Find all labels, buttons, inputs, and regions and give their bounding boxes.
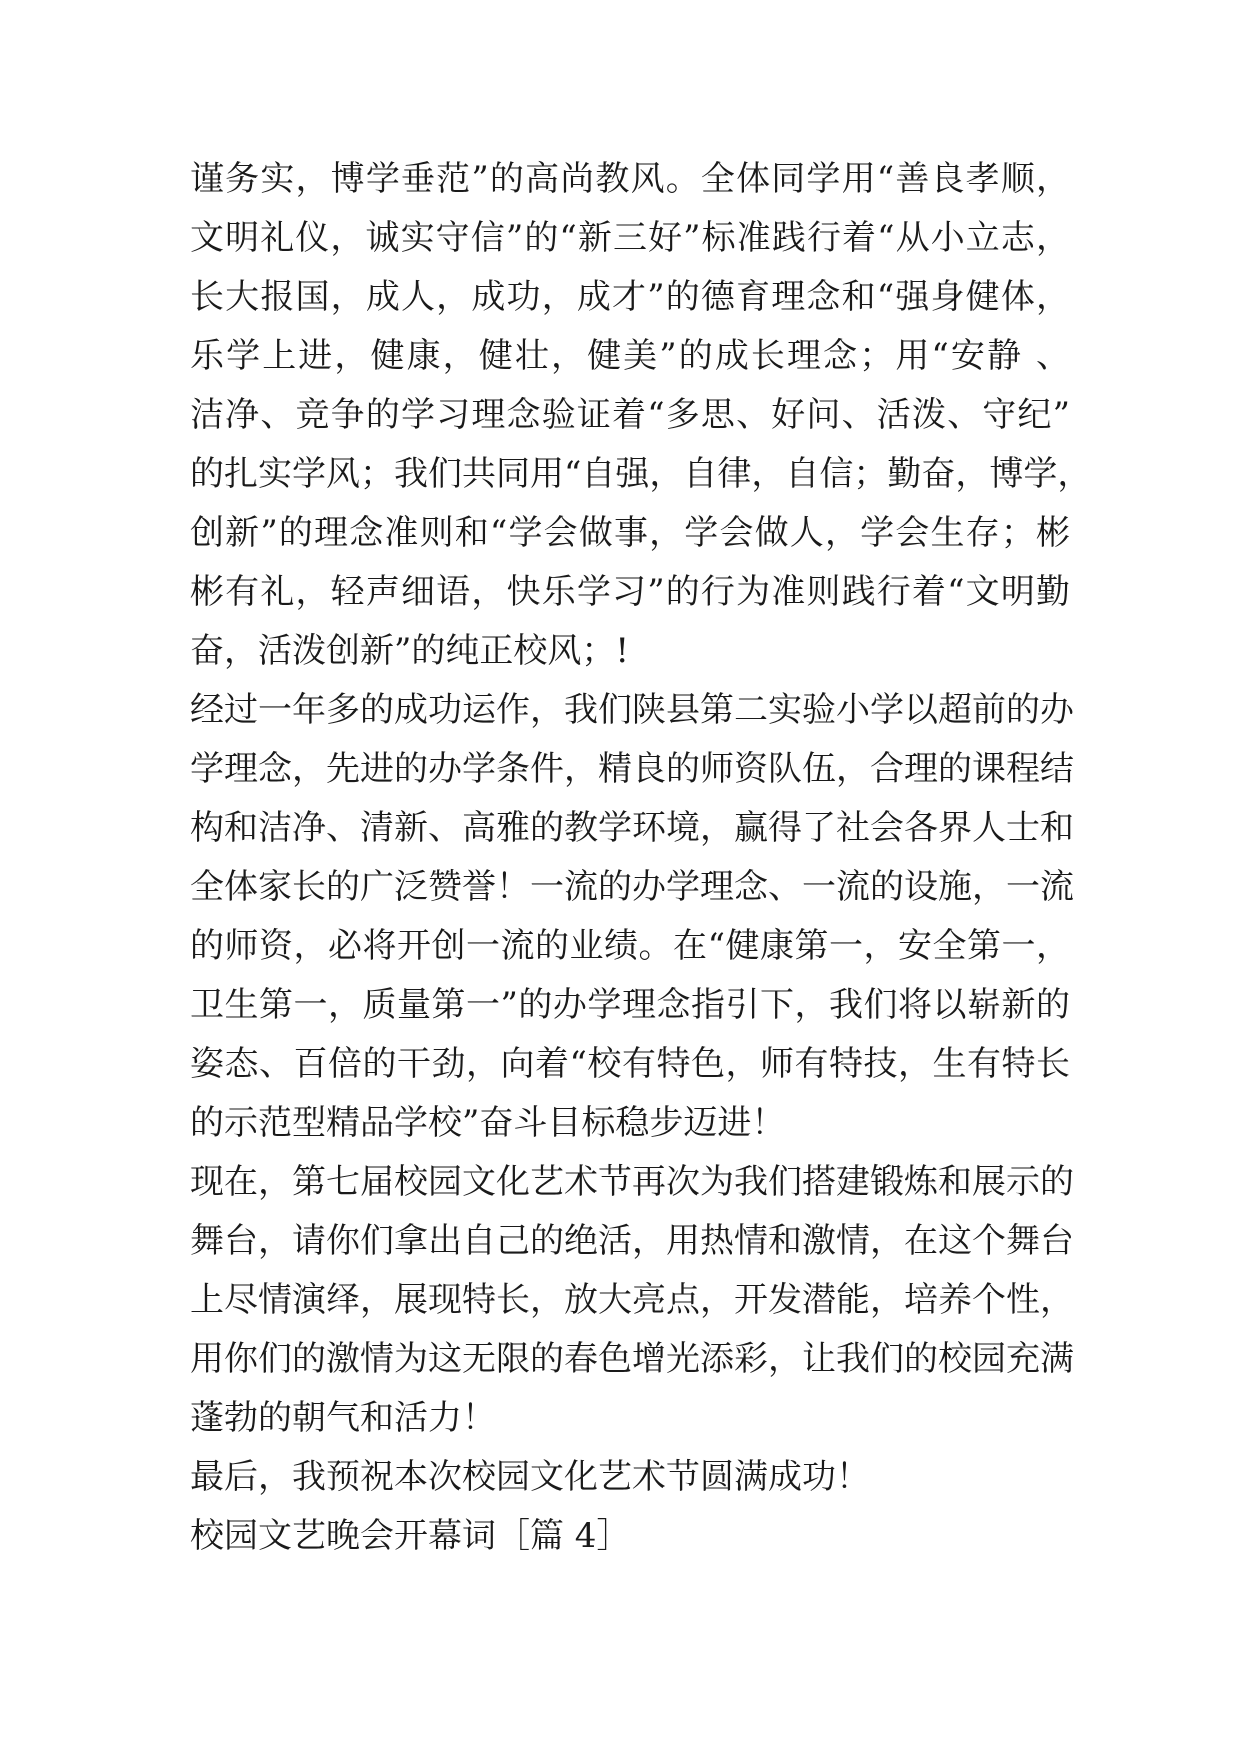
text-line: 蓬勃的朝气和活力！ [190,1398,496,1438]
text-line: 用你们的激情为这无限的春色增光添彩，让我们的校园充满 [190,1339,1074,1379]
text-line: 卫生第一，质量第一”的办学理念指引下，我们将以崭新的 [190,985,1070,1025]
text-line: 奋，活泼创新”的纯正校风；! [190,631,630,671]
text-line: 的师资，必将开创一流的业绩。在“健康第一，安全第一， [190,926,1070,966]
text-line: 的扎实学风；我们共同用“自强，自律，自信；勤奋，博学， [190,454,1092,494]
text-line: 最后，我预祝本次校园文化艺术节圆满成功！ [190,1457,870,1497]
text-line: 的示范型精品学校”奋斗目标稳步迈进！ [190,1103,786,1143]
text-line: 姿态、百倍的干劲，向着“校有特色，师有特技，生有特长 [190,1044,1070,1084]
text-line: 洁净、竞争的学习理念验证着“多思、好问、活泼、守纪” [190,395,1070,435]
text-line: 舞台，请你们拿出自己的绝活，用热情和激情，在这个舞台 [190,1221,1074,1261]
text-line: 长大报国，成人，成功，成才”的德育理念和“强身健体， [190,277,1070,317]
text-line: 现在，第七届校园文化艺术节再次为我们搭建锻炼和展示的 [190,1162,1074,1202]
section-heading: 校园文艺晚会开幕词［篇 4］ [190,1516,631,1556]
text-line: 彬有礼，轻声细语，快乐学习”的行为准则践行着“文明勤 [190,572,1070,612]
text-line: 学理念，先进的办学条件，精良的师资队伍，合理的课程结 [190,749,1074,789]
text-line: 文明礼仪，诚实守信”的“新三好”标准践行着“从小立志， [190,218,1070,258]
document-body [190,150,1092,1566]
text-line: 上尽情演绎，展现特长，放大亮点，开发潜能，培养个性， [190,1280,1074,1320]
text-line: 全体家长的广泛赞誉！一流的办学理念、一流的设施，一流 [190,867,1074,907]
text-line: 谨务实，博学垂范”的高尚教风。全体同学用“善良孝顺， [190,159,1070,199]
text-line: 乐学上进，健康，健壮，健美”的成长理念；用“安静 、 [190,336,1070,376]
text-line: 经过一年多的成功运作，我们陕县第二实验小学以超前的办 [190,690,1074,730]
text-line: 创新”的理念准则和“学会做事，学会做人，学会生存；彬 [190,513,1070,553]
text-line: 构和洁净、清新、高雅的教学环境，赢得了社会各界人士和 [190,808,1074,848]
